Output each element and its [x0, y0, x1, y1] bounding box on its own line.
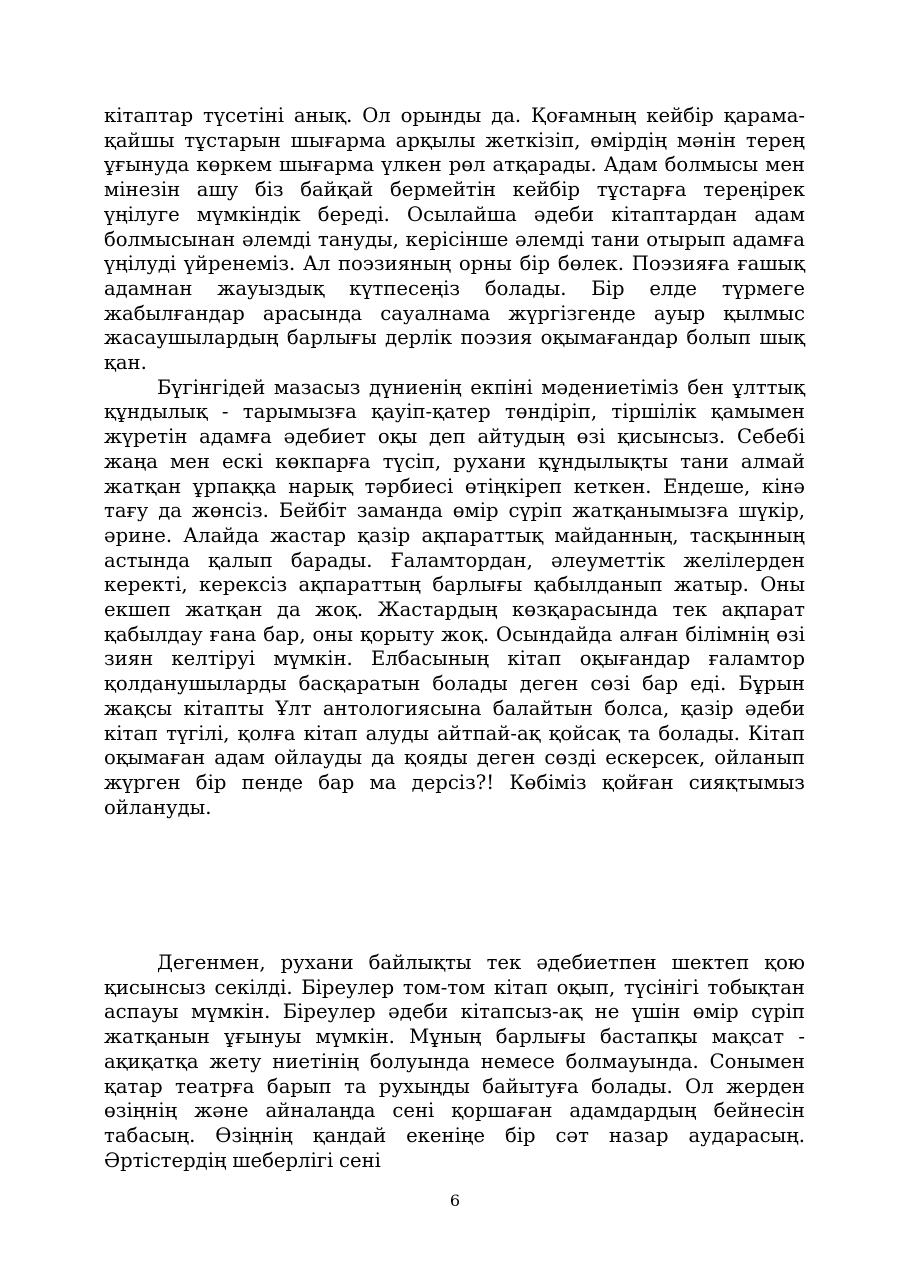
- paragraph-modern-world: Бүгінгідей мазасыз дүниенің екпіні мәдениетіміз бен ұлттық құндылық - тарымызға қауіп-қатер төндіріп, тіршілік қамымен жүретін адамға әдебиет оқы деп айтудың өзі қисынсыз. Себебі жаңа мен ескі көкпарға түсіп, рухани құндылықты тани алмай жатқан ұрпаққа нарық тәрбиесі өтіңкіреп кеткен. Ендеше, кінә тағу да жөнсіз. Бейбіт заманда өмір сүріп жатқанымызға шүкір, әрине. Алайда жастар қазір ақпараттық майданның, тасқынның астында қалып барады. Ғаламтордан, әлеуметтік желілерден керекті, керексіз ақпараттың барлығы қабылданып жатыр. Оны екшеп жатқан да жоқ. Жастардың көзқарасында тек ақпарат қабылдау ғана бар, оны қорыту жоқ. Осындайда алған білімнің өзі зиян келтіруі мүмкін. Елбасының кітап оқығандар ғаламтор қолданушыларды басқаратын болады деген сөзі бар еді. Бұрын жақсы кітапты Ұлт антологиясына балайтын болса, қазір әдеби кітап түгілі, қолға кітап алуды айтпай-ақ қойсақ та болады. Кітап оқымаған адам ойлауды да қояды деген сөзді ескерсек, ойланып жүрген бір пенде бар ма дерсіз?! Көбіміз қойған сияқтымыз ойлануды.: [104, 375, 805, 819]
- paragraph-continuation: кітаптар түсетіні анық. Ол орынды да. Қоғамның кейбір қарама-қайшы тұстарын шығарма арқылы жеткізіп, өмірдің мәнін терең ұғынуда көркем шығарма үлкен рөл атқарады. Адам болмысы мен мінезін ашу біз байқай бермейтін кейбір тұстарға тереңірек үңілуге мүмкіндік береді. Осылайша әдеби кітаптардан адам болмысынан әлемді тануды, керісінше әлемді тани отырып адамға үңілуді үйренеміз. Ал поэзияның орны бір бөлек. Поэзияға ғашық адамнан жауыздық күтпесеңіз болады. Бір елде түрмеге жабылғандар арасында сауалнама жүргізгенде ауыр қылмыс жасаушылардың барлығы дерлік поэзия оқымағандар болып шық қан.: [104, 104, 805, 375]
- text-block-bottom: [104, 951, 805, 1173]
- page-number: 6: [449, 1191, 461, 1210]
- paragraph-spiritual-wealth: Дегенмен, рухани байлықты тек әдебиетпен шектеп қою қисынсыз секілді. Біреулер том-том кітап оқып, түсінігі тобықтан аспауы мүмкін. Біреулер әдеби кітапсыз-ақ не үшін өмір сүріп жатқанын ұғынуы мүмкін. Мұның барлығы бастапқы мақсат - ақиқатқа жету ниетінің болуында немесе болмауында. Сонымен қатар театрға барып та рухыңды байытуға болады. Ол жерден өзіңнің және айналаңда сені қоршаған адамдардың бейнесін табасың. Өзіңнің қандай екеніңе бір сәт назар аударасың. Әртістердің шеберлігі сені: [104, 951, 805, 1172]
- text-block-top: [104, 104, 805, 820]
